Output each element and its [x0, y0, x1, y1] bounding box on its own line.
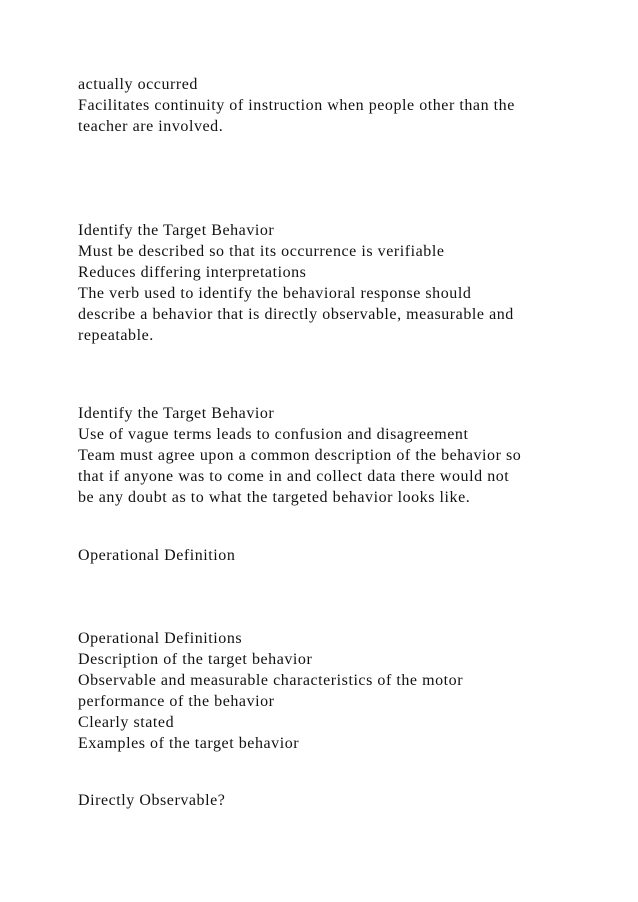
text-line: Clearly stated — [78, 714, 175, 731]
text-line: Team must agree upon a common description of the behavior so — [78, 447, 522, 464]
text-line: Must be described so that its occurrence is verifiable — [78, 243, 445, 260]
section-heading: Directly Observable? — [78, 792, 226, 809]
section-heading: Operational Definitions — [78, 630, 243, 647]
section-heading: Identify the Target Behavior — [78, 222, 275, 239]
text-line: Examples of the target behavior — [78, 735, 300, 752]
text-line: Description of the target behavior — [78, 651, 313, 668]
text-line: Facilitates continuity of instruction when people other than the — [78, 97, 515, 114]
text-line: performance of the behavior — [78, 693, 275, 710]
text-line: The verb used to identify the behavioral response should — [78, 285, 472, 302]
section-heading: Operational Definition — [78, 547, 236, 564]
text-line: Observable and measurable characteristics of the motor — [78, 672, 464, 689]
text-line: actually occurred — [78, 76, 198, 93]
text-line: Reduces differing interpretations — [78, 264, 307, 281]
text-line: describe a behavior that is directly observable, measurable and — [78, 306, 514, 323]
text-line: repeatable. — [78, 327, 154, 344]
text-line: be any doubt as to what the targeted behavior looks like. — [78, 489, 471, 506]
text-line: Use of vague terms leads to confusion and disagreement — [78, 426, 469, 443]
text-line: teacher are involved. — [78, 118, 224, 135]
section-heading: Identify the Target Behavior — [78, 405, 275, 422]
text-line: that if anyone was to come in and collect data there would not — [78, 468, 510, 485]
